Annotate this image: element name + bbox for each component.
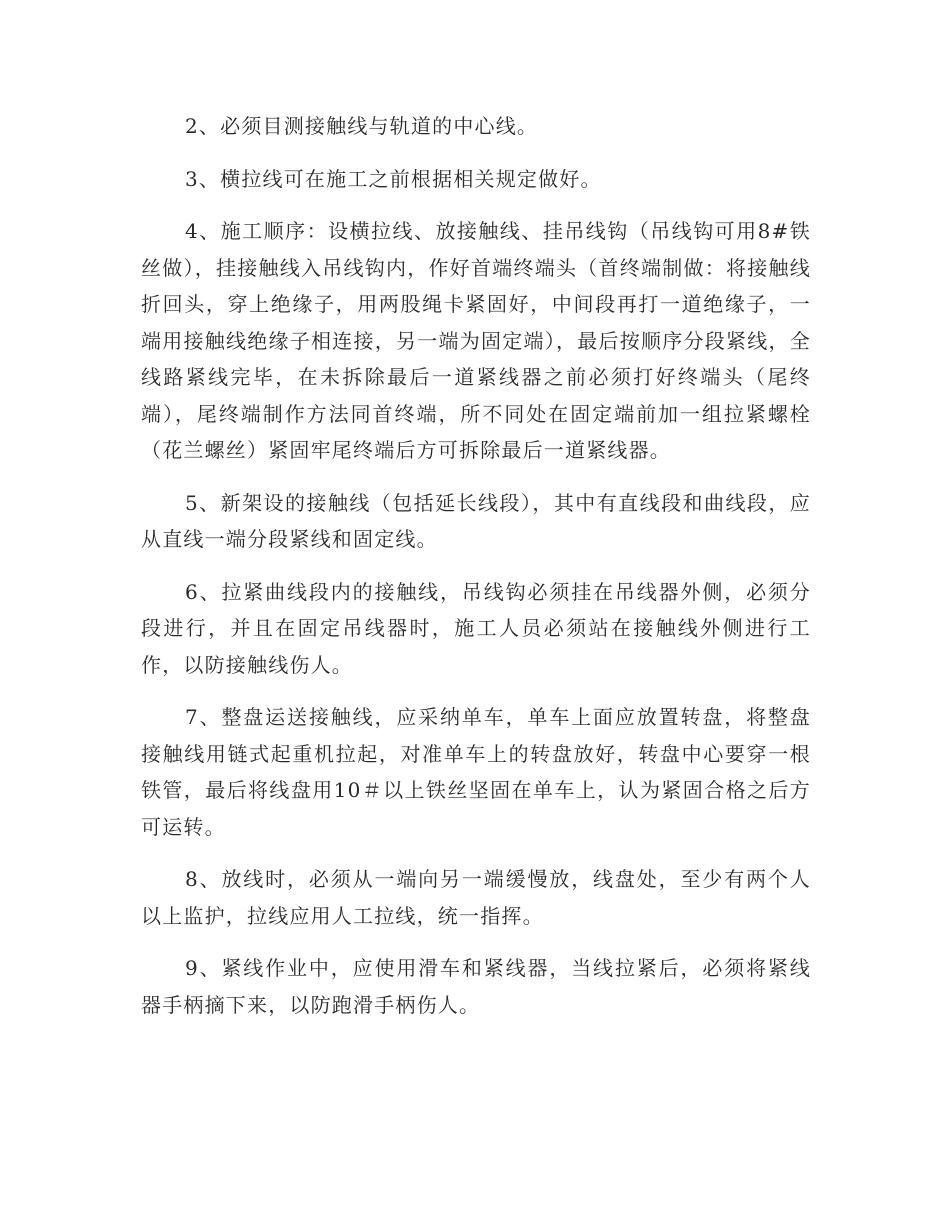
paragraph-6: 6、拉紧曲线段内的接触线，吊线钩必须挂在吊线器外侧，必须分段进行，并且在固定吊线器时，施工人员必须站在接触线外侧进行工作，以防接触线伤人。 bbox=[141, 579, 811, 677]
paragraph-9: 9、紧线作业中，应使用滑车和紧线器，当线拉紧后，必须将紧线器手柄摘下来，以防跑滑手柄伤人。 bbox=[141, 956, 811, 1017]
paragraph-2: 2、必须目测接触线与轨道的中心线。 bbox=[185, 114, 539, 138]
paragraph-5: 5、新架设的接触线（包括延长线段），其中有直线段和曲线段，应从直线一端分段紧线和固定线。 bbox=[141, 490, 811, 551]
paragraph-7: 7、整盘运送接触线，应采纳单车，单车上面应放置转盘，将整盘接触线用链式起重机拉起，对准单车上的转盘放好，转盘中心要穿一根铁管，最后将线盘用10＃以上铁丝坚固在单车上，认为紧固合格之后方可运转。 bbox=[141, 705, 811, 839]
document-body bbox=[141, 108, 811, 1039]
paragraph-8: 8、放线时，必须从一端向另一端缓慢放，线盘处，至少有两个人以上监护，拉线应用人工拉线，统一指挥。 bbox=[141, 867, 811, 928]
paragraph-3: 3、横拉线可在施工之前根据相关规定做好。 bbox=[185, 166, 602, 191]
paragraph-4: 4、施工顺序：设横拉线、放接触线、挂吊线钩（吊线钩可用8#铁丝做），挂接触线入吊线钩内，作好首端终端头（首终端制做：将接触线折回头，穿上绝缘子，用两股绳卡紧固好，中间段再打一道绝缘子，一端用接触线绝缘子相连接，另一端为固定端），最后按顺序分段紧线，全线路紧线完毕，在未拆除最后一道紧线器之前必须打好终端头（尾终端），尾终端制作方法同首终端，所不同处在固定端前加一组拉紧螺栓（花兰螺丝）紧固牢尾终端后方可拆除最后一道紧线器。 bbox=[141, 219, 811, 462]
